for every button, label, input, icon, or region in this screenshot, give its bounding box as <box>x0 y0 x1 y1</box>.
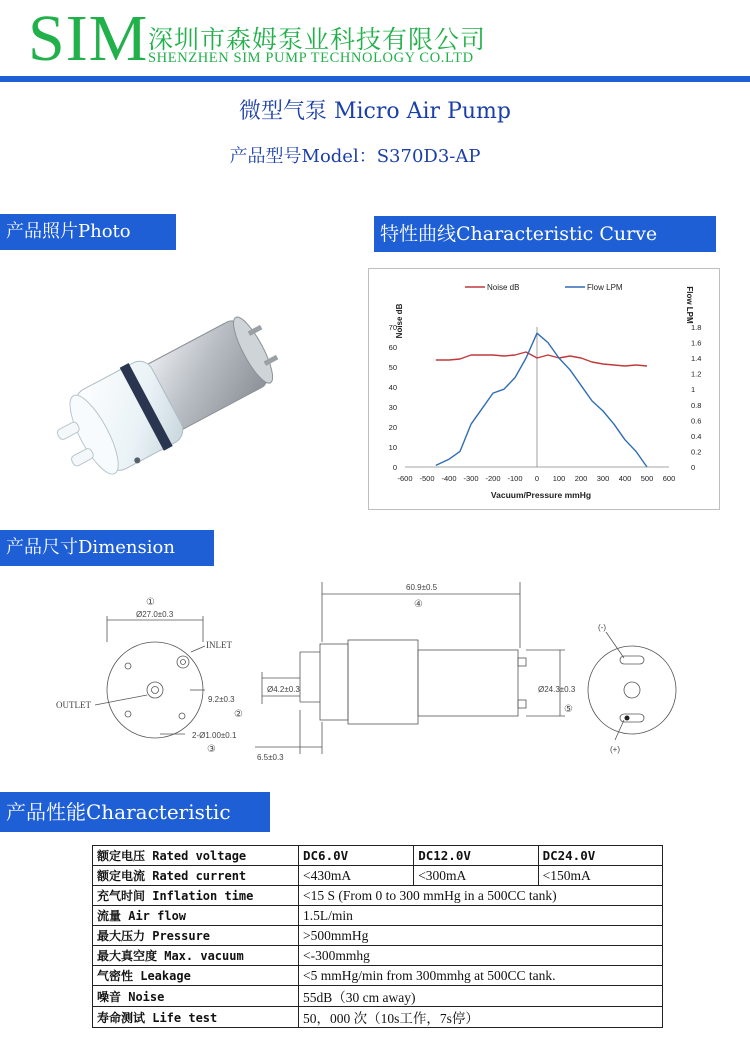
spec-voltage-6v: DC6.0V <box>299 846 414 866</box>
header-divider <box>0 76 750 82</box>
table-row <box>93 1007 663 1028</box>
chart-x-tick-label: 0 <box>534 474 540 483</box>
chart-x-tick-label: 400 <box>618 474 632 483</box>
callout-1: ① <box>146 597 155 608</box>
chart-y-left-tick-label: 30 <box>388 403 397 412</box>
legend-flow-label: Flow LPM <box>587 283 623 292</box>
table-row <box>93 886 663 906</box>
chart-ylabel-left: Noise dB <box>395 303 404 339</box>
label-inlet: INLET <box>206 640 232 650</box>
section-characteristic-banner: 产品性能Characteristic <box>0 792 270 832</box>
legend-noise-label: Noise dB <box>487 283 520 292</box>
chart-xlabel: Vacuum/Pressure mmHg <box>490 490 592 500</box>
spec-label: 充气时间 Inflation time <box>93 886 299 906</box>
spec-label: 最大真空度 Max. vacuum <box>93 946 299 966</box>
chart-y-right-tick-label: 0.4 <box>691 431 702 441</box>
spec-label: 噪音 Noise <box>93 986 299 1007</box>
spec-current-24v: <150mA <box>538 866 662 886</box>
spec-label: 寿命测试 Life test <box>93 1007 299 1028</box>
callout-2: ② <box>234 709 243 720</box>
chart-x-tick-label: 200 <box>574 474 588 483</box>
dim-mount-holes: 2-Ø1.00±0.1 <box>192 731 237 740</box>
spec-label: 气密性 Leakage <box>93 966 299 986</box>
series-line-flow <box>436 333 647 467</box>
chart-x-tick-label: -600 <box>397 474 413 483</box>
spec-label: 流量 Air flow <box>93 906 299 926</box>
spec-label: 最大压力 Pressure <box>93 926 299 946</box>
chart-x-tick-label: -100 <box>507 474 523 483</box>
spec-value: >500mmHg <box>299 926 663 946</box>
chart-y-right-tick-label: 1.2 <box>691 369 702 379</box>
callout-4: ④ <box>414 599 423 610</box>
dim-front-diameter: Ø27.0±0.3 <box>136 610 174 619</box>
callout-3: ③ <box>207 744 216 755</box>
chart-y-left-tick-label: 0 <box>392 463 397 472</box>
section-dimension-banner: 产品尺寸Dimension <box>0 530 214 566</box>
spec-value: <-300mmhg <box>299 946 663 966</box>
section-photo-banner: 产品照片Photo <box>0 214 176 250</box>
characteristic-chart-svg <box>369 269 721 511</box>
characteristic-chart <box>368 268 720 510</box>
chart-y-left-tick-label: 50 <box>388 363 397 372</box>
chart-x-tick-label: 500 <box>640 474 654 483</box>
table-row <box>93 926 663 946</box>
company-name-cn: 深圳市森姆泵业科技有限公司 <box>148 25 487 54</box>
label-positive: (+) <box>610 745 620 754</box>
table-row <box>93 986 663 1007</box>
chart-y-right-tick-label: 0.2 <box>691 447 702 457</box>
table-row <box>93 966 663 986</box>
chart-y-right-tick-label: 1.8 <box>691 323 702 332</box>
callout-5: ⑤ <box>564 704 573 715</box>
series-line-noise <box>436 352 647 366</box>
company-name-en: SHENZHEN SIM PUMP TECHNOLOGY CO.LTD <box>148 50 474 66</box>
spec-current-12v: <300mA <box>414 866 538 886</box>
dim-nozzle-diameter: Ø4.2±0.3 <box>267 685 300 694</box>
table-row <box>93 846 663 866</box>
chart-y-right-tick-label: 0 <box>691 463 696 472</box>
spec-value: <15 S (From 0 to 300 mmHg in a 500CC tank) <box>299 886 663 906</box>
table-row <box>93 906 663 926</box>
dim-motor-diameter: Ø24.3±0.3 <box>538 685 576 694</box>
spec-table <box>92 845 663 1028</box>
product-model: 产品型号Model：S370D3-AP <box>229 146 481 167</box>
spec-current-6v: <430mA <box>299 866 414 886</box>
spec-voltage-24v: DC24.0V <box>538 846 662 866</box>
chart-y-left-tick-label: 70 <box>388 323 397 332</box>
pump-illustration <box>55 275 295 515</box>
product-title: 微型气泵 Micro Air Pump <box>239 99 511 124</box>
spec-value: 55dB（30 cm away) <box>299 986 663 1007</box>
rear-view-circle <box>588 646 676 734</box>
chart-y-left-tick-label: 20 <box>388 423 397 432</box>
spec-value: 50，000 次（10s工作，7s停） <box>299 1007 663 1028</box>
label-outlet: OUTLET <box>56 700 91 710</box>
spec-value: 1.5L/min <box>299 906 663 926</box>
chart-x-tick-label: 300 <box>596 474 610 483</box>
chart-y-left-tick-label: 40 <box>388 383 397 392</box>
dim-nozzle-length: 6.5±0.3 <box>257 753 284 762</box>
section-curve-banner: 特性曲线Characteristic Curve <box>374 216 716 252</box>
chart-y-left-tick-label: 60 <box>388 343 397 352</box>
spec-value: <5 mmHg/min from 300mmhg at 500CC tank. <box>299 966 663 986</box>
spec-voltage-12v: DC12.0V <box>414 846 538 866</box>
chart-x-tick-label: 100 <box>552 474 566 483</box>
chart-ylabel-right: Flow LPM <box>685 286 694 324</box>
dim-total-length: 60.9±0.5 <box>406 583 438 592</box>
chart-x-tick-label: -500 <box>419 474 435 483</box>
chart-x-tick-label: -300 <box>463 474 479 483</box>
product-photo <box>55 275 295 515</box>
spec-label: 额定电流 Rated current <box>93 866 299 886</box>
chart-y-left-tick-label: 10 <box>388 443 397 452</box>
chart-y-right-tick-label: 1.4 <box>691 354 702 364</box>
label-negative: (-) <box>598 623 606 632</box>
dim-nozzle-spacing: 9.2±0.3 <box>208 695 235 704</box>
chart-y-right-tick-label: 1 <box>691 385 696 395</box>
chart-x-tick-label: -400 <box>441 474 457 483</box>
chart-y-right-tick-label: 0.8 <box>691 400 702 410</box>
table-row <box>93 946 663 966</box>
chart-y-right-tick-label: 1.6 <box>691 338 702 348</box>
chart-x-tick-label: 600 <box>662 474 676 483</box>
dimension-drawing <box>0 572 750 772</box>
dimension-drawing-svg <box>0 572 750 772</box>
chart-x-tick-label: -200 <box>485 474 501 483</box>
front-view-circle <box>107 642 203 738</box>
table-row <box>93 866 663 886</box>
company-logo: SIM <box>28 2 149 75</box>
spec-label: 额定电压 Rated voltage <box>93 846 299 866</box>
chart-y-right-tick-label: 0.6 <box>691 416 702 426</box>
